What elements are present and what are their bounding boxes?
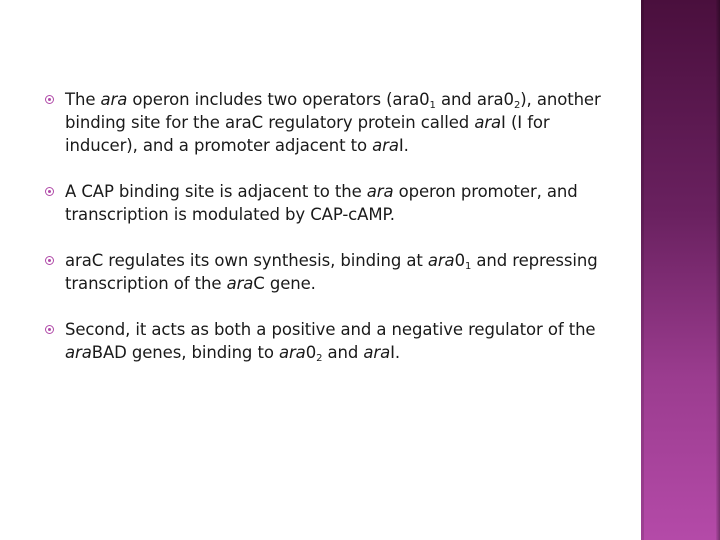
text-run: transcription is modulated by CAP-cAMP.	[65, 205, 395, 224]
bullet-list	[40, 88, 660, 387]
text-run: I.	[390, 343, 401, 362]
italic-text: ara	[363, 343, 391, 362]
bullet-text-line	[65, 341, 660, 364]
bullet-text-line	[65, 111, 660, 134]
circle-bullet-icon	[45, 187, 54, 196]
text-run: inducer), and a promoter adjacent to	[65, 136, 373, 155]
subscript: 2	[316, 353, 323, 364]
italic-text: ara	[366, 182, 394, 201]
subscript: 2	[513, 100, 521, 111]
bullet-item	[40, 180, 660, 226]
bullet-text-line	[65, 249, 660, 272]
text-run: BAD genes, binding to	[91, 343, 279, 362]
italic-text: ara	[427, 251, 455, 270]
italic-text: ara	[65, 343, 92, 362]
text-run: ), another	[520, 90, 601, 109]
bullet-item	[40, 318, 660, 364]
bullet-text-line	[65, 88, 660, 111]
bullet-text-line	[65, 272, 660, 295]
bullet-item	[40, 249, 660, 295]
italic-text: ara	[278, 343, 306, 362]
text-run: and	[322, 343, 364, 362]
bullet-text-line	[65, 134, 660, 157]
side-bar-edge	[716, 0, 720, 540]
text-run: binding site for the araC regulatory protein called	[65, 113, 475, 132]
subscript: 1	[429, 100, 436, 111]
italic-text: ara	[372, 136, 399, 155]
text-run: The	[65, 90, 101, 109]
text-run: Second, it acts as both a positive and a negative regulator of the	[65, 320, 596, 339]
text-run: C gene.	[253, 274, 316, 293]
text-run: I (I for	[501, 113, 550, 132]
side-bar-shade	[641, 0, 644, 540]
text-run: 0	[454, 251, 465, 270]
text-run: araC regulates its own synthesis, binding at	[65, 251, 428, 270]
italic-text: ara	[100, 90, 128, 109]
text-run: I.	[398, 136, 409, 155]
circle-bullet-icon	[45, 95, 54, 104]
italic-text: ara	[226, 274, 254, 293]
bullet-text-line	[65, 203, 660, 226]
bullet-text-line	[65, 180, 660, 203]
text-run: operon promoter, and	[393, 182, 578, 201]
bullet-text-line	[65, 318, 660, 341]
text-run: 0	[305, 343, 317, 362]
subscript: 1	[464, 261, 472, 272]
text-run: and ara0	[435, 90, 514, 109]
decorative-side-bar	[641, 0, 720, 540]
italic-text: ara	[474, 113, 502, 132]
text-run: transcription of the	[65, 274, 227, 293]
text-run: operon includes two operators (ara0	[127, 90, 430, 109]
text-run: A CAP binding site is adjacent to the	[65, 182, 367, 201]
text-run: and repressing	[471, 251, 598, 270]
bullet-item	[40, 88, 660, 157]
circle-bullet-icon	[45, 256, 54, 265]
circle-bullet-icon	[45, 325, 54, 334]
